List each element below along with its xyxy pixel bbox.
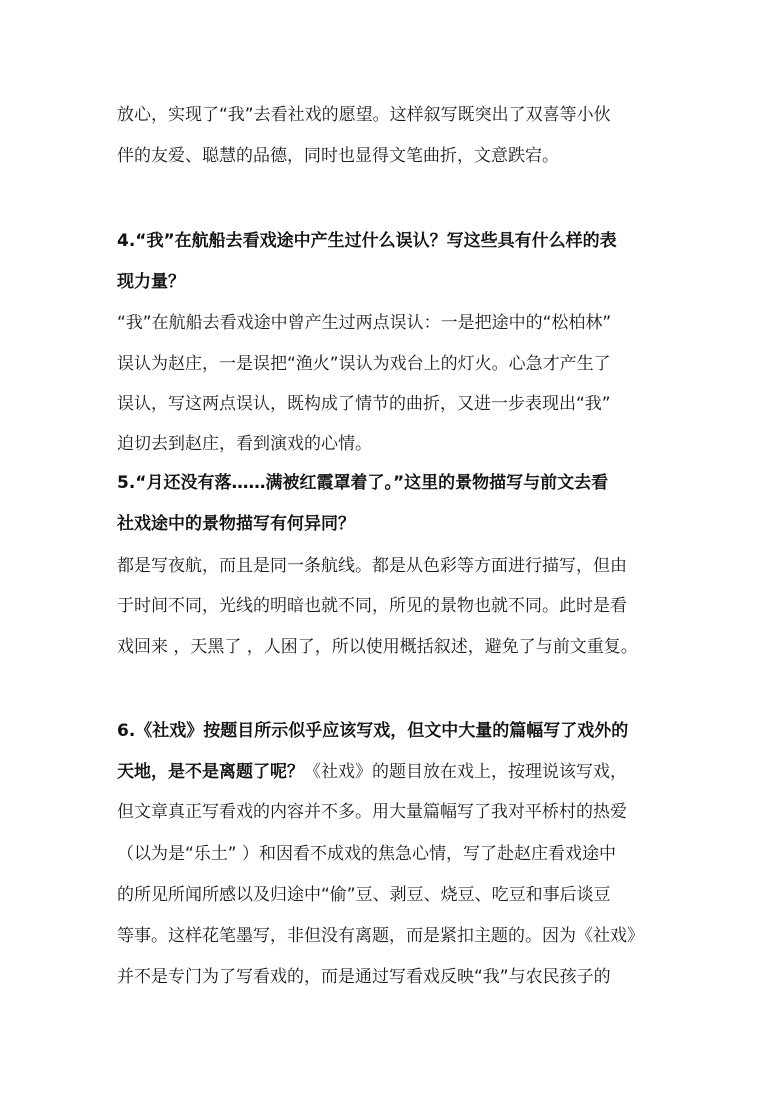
answer-line: 等事。这样花笔墨写，非但没有离题，而是紧扣主题的。因为《社戏》 <box>117 926 644 946</box>
question-heading-5-cont: 社戏途中的景物描写有何异同？ <box>117 514 355 534</box>
question-heading-6-cont: 天地，是不是离题了呢？ <box>117 762 304 782</box>
question-heading-6-cont-line <box>117 761 665 783</box>
answer-line: “我”在航船去看戏途中曾产生过两点误认：一是把途中的“松柏林” <box>117 313 612 333</box>
answer-text: 《社戏》的题目放在戏上，按理说该写戏， <box>304 762 627 782</box>
answer-line: 迫切去到赵庄，看到演戏的心情。 <box>117 434 372 454</box>
question-heading-4: 4.“我”在航船去看戏途中产生过什么误认？写这些具有什么样的表 <box>117 231 617 251</box>
answer-line: 戏回来 ，天黑了 ，人困了，所以使用概括叙述，避免了与前文重复。 <box>117 637 638 657</box>
question-heading-5: 5.“月还没有落……满被红霞罩着了。”这里的景物描写与前文去看 <box>117 473 609 493</box>
answer-line: 于时间不同，光线的明暗也就不同，所见的景物也就不同。此时是看 <box>117 596 627 616</box>
answer-line: （以为是“乐土” ）和因看不成戏的焦急心情，写了赴赵庄看戏途中 <box>117 844 617 864</box>
question-heading-4-cont: 现力量？ <box>117 272 185 292</box>
answer-line: 的所见所闻所感以及归途中“偷”豆、剥豆、烧豆、吃豆和事后谈豆 <box>117 885 611 905</box>
answer-line: 都是写夜航，而且是同一条航线。都是从色彩等方面进行描写，但由 <box>117 556 627 576</box>
answer-line: 但文章真正写看戏的内容并不多。用大量篇幅写了我对平桥村的热爱 <box>117 802 627 822</box>
question-heading-6: 6.《社戏》按题目所示似乎应该写戏，但文中大量的篇幅写了戏外的 <box>117 721 629 741</box>
answer-line: 误认为赵庄，一是误把“渔火”误认为戏台上的灯火。心急才产生了 <box>117 354 611 374</box>
answer-line: 误认，写这两点误认，既构成了情节的曲折，又进一步表现出“我” <box>117 394 611 414</box>
answer-line: 并不是专门为了写看戏的，而是通过写看戏反映“我”与农民孩子的 <box>117 967 611 987</box>
paragraph-line: 放心，实现了“我”去看社戏的愿望。这样叙写既突出了双喜等小伙 <box>117 105 611 125</box>
paragraph-line: 伴的友爱、聪慧的品德，同时也显得文笔曲折，文意跌宕。 <box>117 146 559 166</box>
